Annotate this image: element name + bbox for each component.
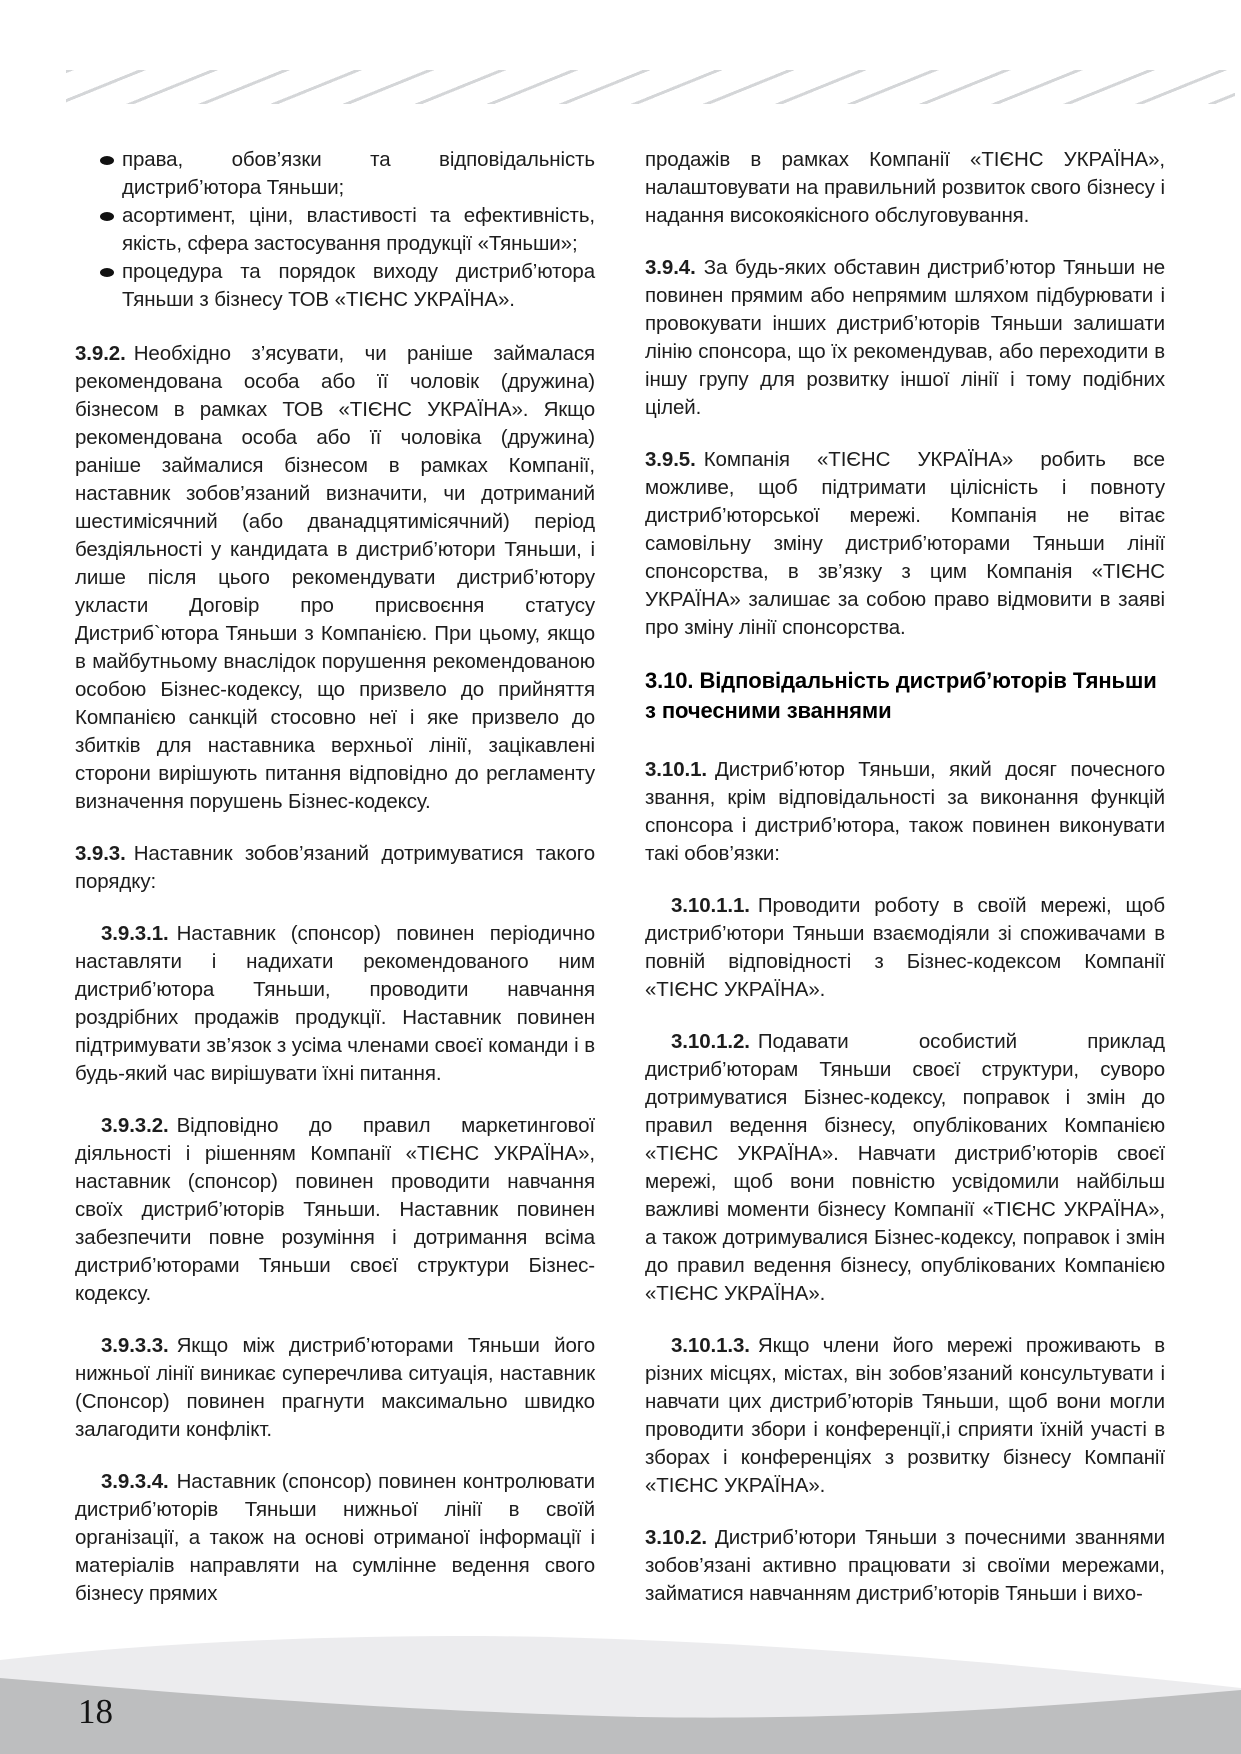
section-number: 3.9.4. [645, 256, 696, 279]
bullet-list [75, 146, 595, 314]
paragraph [645, 1332, 1165, 1500]
content [75, 146, 1165, 1608]
footer-waves [0, 1594, 1241, 1754]
section-number: 3.9.3.3. [101, 1334, 169, 1357]
section-number: 3.9.3.4. [101, 1470, 169, 1493]
paragraph-text: Компанія «ТІЄНС УКРАЇНА» робить все можливе, щоб підтримати цілісність і повноту дистриб’юторської мережі. Компанія не вітає самовільну зміну дистриб’юторами Тяньши лінії спонсорства, в зв’язку з цим Компанія «ТІЄНС УКРАЇНА» залишає за собою право відмовити в заяві про зміну лінії спонсорства. [645, 448, 1165, 639]
bullet-dot-icon [100, 212, 114, 221]
paragraph-text: Дистриб’ютор Тяньши, який досяг почесного звання, крім відповідальності за виконання функцій спонсора і дистриб’ютора, також повинен виконувати такі обов’язки: [645, 758, 1165, 865]
paragraph-text: Необхідно з’ясувати, чи раніше займалася рекомендована особа або її чоловік (дружина) бізнесом в рамках ТОВ «ТІЄНС УКРАЇНА». Якщо рекомендована особа або її чоловіка (дружина) раніше займалися бізнесом в рамках Компанії, наставник зобов’язаний визначити, чи дотриманий шестимісячний (або дванадцятимісячний) період бездіяльності у кандидата в дистриб’ютори Тяньши, і лише після цього рекомендувати дистриб’ютору укласти Договір про присвоєння статусу Дистриб`ютора Тяньши з Компанією. При цьому, якщо в майбутньому внаслідок порушення рекомендованою особою Бізнес-кодексу, що призвело до прийняття Компанією санкцій стосовно неї і яке призвело до збитків для наставника верхньої лінії, зацікавлені сторони вирішують питання відповідно до регламенту визначення порушень Бізнес-кодексу. [75, 342, 595, 813]
bullet-item [75, 202, 595, 258]
paragraph-text: Проводити роботу в своїй мережі, щоб дистриб’ютори Тяньши взаємодіяли зі споживачами в повній відповідності з Бізнес-кодексом Компанії «ТІЄНС УКРАЇНА». [645, 894, 1165, 1001]
paragraph-text: Наставник (спонсор) повинен контролювати дистриб’юторів Тяньши нижньої лінії в своїй організації, а також на основі отриманої інформації і матеріалів направляти на сумлінне ведення свого бізнесу прямих [75, 1470, 595, 1605]
paragraph-text: Якщо між дистриб’юторами Тяньши його нижньої лінії виникає суперечлива ситуація, наставник (Спонсор) повинен прагнути максимально швидко залагодити конфлікт. [75, 1334, 595, 1441]
paragraph [75, 1112, 595, 1308]
paragraph [75, 840, 595, 896]
right-column [645, 146, 1165, 1608]
paragraph-text: Наставник (спонсор) повинен періодично наставляти і надихати рекомендованого ним дистриб’ютора Тяньши, проводити навчання роздрібних продажів продукції. Наставник повинен підтримувати зв’язок з усіма членами своєї команди і в будь-який час вирішувати їхні питання. [75, 922, 595, 1085]
section-number: 3.10.1.3. [671, 1334, 750, 1357]
hatch-band [66, 70, 1235, 104]
section-number: 3.10.1.2. [671, 1030, 750, 1053]
section-number: 3.9.5. [645, 448, 696, 471]
bullet-item [75, 146, 595, 202]
paragraph [645, 1028, 1165, 1308]
section-number: 3.9.2. [75, 342, 126, 365]
section-number: 3.10.1.1. [671, 894, 750, 917]
paragraph-text: За будь-яких обставин дистриб’ютор Тяньши не повинен прямим або непрямим шляхом підбурювати і провокувати інших дистриб’юторів Тяньши залишати лінію спонсора, що їх рекомендував, або переходити в іншу групу для розвитку іншої лінії і тому подібних цілей. [645, 256, 1165, 419]
paragraph [645, 756, 1165, 868]
section-number: 3.9.3.1. [101, 922, 169, 945]
paragraph-text: Наставник зобов’язаний дотримуватися такого порядку: [75, 842, 595, 893]
bullet-item [75, 258, 595, 314]
section-number: 3.10.2. [645, 1526, 707, 1549]
paragraph [75, 1468, 595, 1608]
paragraph-text: Подавати особистий приклад дистриб’юторам Тяньши своєї структури, суворо дотримуватися Бізнес-кодексу, поправок і змін до правил ведення бізнесу, опублікованих Компанією «ТІЄНС УКРАЇНА». Навчати дистриб’юторів своєї мережі, щоб вони повністю усвідомили найбільш важливі моменти бізнесу Компанії «ТІЄНС УКРАЇНА», а також дотримувалися Бізнес-кодексу, поправок і змін до правил ведення бізнесу, опублікованих Компанією «ТІЄНС УКРАЇНА». [645, 1030, 1165, 1305]
paragraph [75, 340, 595, 816]
section-number: 3.10.1. [645, 758, 707, 781]
paragraph-text: продажів в рамках Компанії «ТІЄНС УКРАЇНА», налаштовувати на правильний розвиток свого бізнесу і надання високоякісного обслуговування. [645, 148, 1165, 227]
section-heading: 3.10. Відповідальність дистриб’юторів Тяньши з почесними званнями [645, 668, 1157, 723]
left-column [75, 146, 595, 1608]
paragraph-text: Якщо члени його мережі проживають в різних місцях, містах, він зобов’язаний консультувати і навчати цих дистриб’юторів Тяньши, щоб вони могли проводити збори і конференції,і сприяти їхній участі в зборах і конференціях з розвитку бізнесу Компанії «ТІЄНС УКРАЇНА». [645, 1334, 1165, 1497]
paragraph-text: Дистриб’ютори Тяньши з почесними званнями зобов’язані активно працювати зі своїми мережами, займатися навчанням дистриб’юторів Тяньши і вихо- [645, 1526, 1165, 1605]
bullet-text: процедура та порядок виходу дистриб’ютора Тяньши з бізнесу ТОВ «ТІЄНС УКРАЇНА». [122, 260, 595, 311]
paragraph [645, 892, 1165, 1004]
bullet-text: асортимент, ціни, властивості та ефективність, якість, сфера застосування продукції «Тяньши»; [122, 204, 595, 255]
paragraph [645, 446, 1165, 642]
paragraph [75, 1332, 595, 1444]
paragraph [645, 254, 1165, 422]
paragraph-text: Відповідно до правил маркетингової діяльності і рішенням Компанії «ТІЄНС УКРАЇНА», наставник (спонсор) повинен проводити навчання своїх дистриб’юторів Тяньши. Наставник повинен забезпечити повне розуміння і дотримання всіма дистриб’юторами Тяньши своєї структури Бізнес-кодексу. [75, 1114, 595, 1305]
paragraph-continuation [645, 146, 1165, 230]
bullet-dot-icon [100, 156, 114, 165]
paragraph [75, 920, 595, 1088]
bullet-text: права, обов’язки та відповідальність дистриб’ютора Тяньши; [122, 148, 595, 199]
section-number: 3.9.3.2. [101, 1114, 169, 1137]
bullet-dot-icon [100, 268, 114, 277]
page-number: 18 [78, 1692, 113, 1731]
section-number: 3.9.3. [75, 842, 126, 865]
